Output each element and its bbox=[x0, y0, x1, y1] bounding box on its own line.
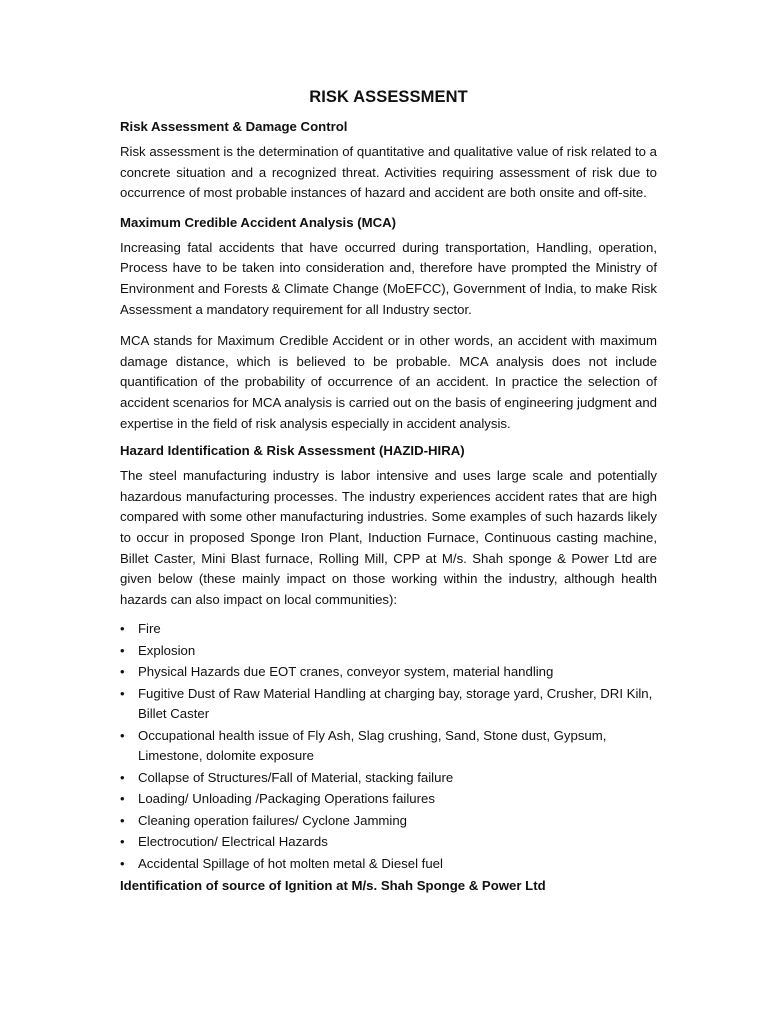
list-item: • Collapse of Structures/Fall of Material, stacking failure bbox=[120, 768, 657, 789]
list-item: • Fugitive Dust of Raw Material Handling at charging bay, storage yard, Crusher, DRI Kiln, Billet Caster bbox=[120, 685, 653, 722]
paragraph-mca-intro: Increasing fatal accidents that have occurred during transportation, Handling, operation, Process have to be taken into consideration and, therefore have prompted the Ministry of Environment and Forests & Climate Change (MoEFCC), Government of India, to make Risk Assessment a mandatory requirement for all Industry sector. bbox=[120, 239, 657, 317]
bullet-icon: • bbox=[120, 812, 125, 828]
bullet-icon: • bbox=[120, 769, 125, 785]
list-item: • Cleaning operation failures/ Cyclone Jamming bbox=[120, 811, 657, 832]
bullet-icon: • bbox=[120, 834, 125, 850]
bullet-icon: • bbox=[120, 621, 125, 637]
list-item: • Physical Hazards due EOT cranes, conveyor system, material handling bbox=[120, 662, 657, 683]
list-item: • Fire bbox=[120, 619, 657, 640]
list-item: • Occupational health issue of Fly Ash, Slag crushing, Sand, Stone dust, Gypsum, Limestone, dolomite exposure bbox=[120, 727, 607, 764]
bullet-icon: • bbox=[120, 855, 125, 871]
section-heading-mca: Maximum Credible Accident Analysis (MCA) bbox=[120, 214, 397, 230]
list-item: • Explosion bbox=[120, 641, 657, 662]
paragraph-mca-definition: MCA stands for Maximum Credible Accident or in other words, an accident with maximum damage distance, which is believed to be probable. MCA analysis does not include quantification of the probability of occurrence of an accident. In practice the selection of accident scenarios for MCA analysis is carried out on the basis of engineering judgment and expertise in the field of risk analysis especially in accident analysis. bbox=[120, 333, 657, 431]
bullet-icon: • bbox=[120, 642, 125, 658]
bullet-icon: • bbox=[120, 685, 125, 701]
bullet-icon: • bbox=[120, 727, 125, 743]
paragraph-risk-assessment: Risk assessment is the determination of quantitative and qualitative value of risk related to a concrete situation and a recognized threat. Activities requiring assessment of risk due to occurrence of most probable instances of hazard and accident are both onsite and off-site. bbox=[120, 144, 657, 201]
hazard-list bbox=[120, 619, 657, 874]
list-item: • Electrocution/ Electrical Hazards bbox=[120, 832, 657, 853]
list-item: • Loading/ Unloading /Packaging Operations failures bbox=[120, 789, 657, 810]
bullet-icon: • bbox=[120, 791, 125, 807]
bullet-icon: • bbox=[120, 664, 125, 680]
section-heading-risk-assessment: Risk Assessment & Damage Control bbox=[120, 119, 348, 134]
section-heading-hazid-hira: Hazard Identification & Risk Assessment (HAZID-HIRA) bbox=[120, 443, 465, 459]
page-title: RISK ASSESSMENT bbox=[309, 88, 468, 106]
list-item: • Accidental Spillage of hot molten metal & Diesel fuel bbox=[120, 854, 657, 875]
section-heading-ignition-sources: Identification of source of Ignition at M/s. Shah Sponge & Power Ltd bbox=[120, 878, 546, 894]
paragraph-hazid-hira: The steel manufacturing industry is labor intensive and uses large scale and potentially hazardous manufacturing processes. The industry experiences accident rates that are high compared with some other manufacturing industries. Some examples of such hazards likely to occur in proposed Sponge Iron Plant, Induction Furnace, Continuous casting machine, Billet Caster, Mini Blast furnace, Rolling Mill, CPP at M/s. Shah sponge & Power Ltd are given below (these mainly impact on those working within the industry, although health hazards can also impact on local communities): bbox=[120, 468, 657, 607]
